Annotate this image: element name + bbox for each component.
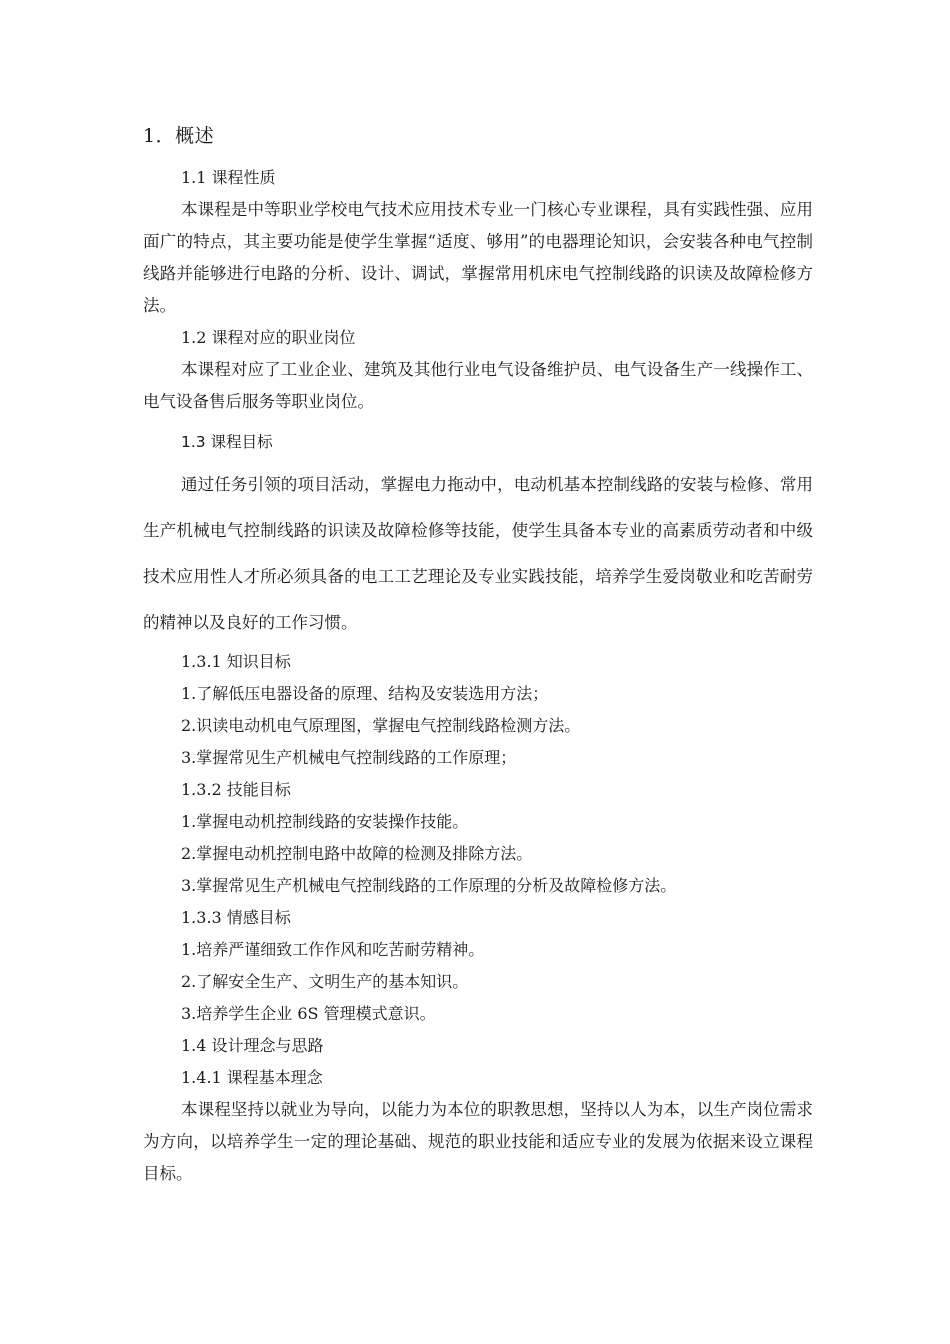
list-item: 1.了解低压电器设备的原理、结构及安装选用方法；: [181, 684, 549, 703]
list-item: 3.掌握常见生产机械电气控制线路的工作原理；: [181, 748, 517, 767]
document-content: [143, 118, 813, 1190]
list-item: 2.掌握电动机控制电路中故障的检测及排除方法。: [181, 844, 533, 863]
subsection-title-1-3: 1.3 课程目标: [181, 433, 273, 451]
subsection-title-1-4-1: 1.4.1 课程基本理念: [181, 1068, 323, 1087]
list-item: 2.识读电动机电气原理图，掌握电气控制线路检测方法。: [181, 716, 581, 735]
subsection-title-1-3-1: 1.3.1 知识目标: [181, 652, 291, 671]
section-heading-overview: 1．概述: [143, 125, 215, 147]
subsection-title-1-1: 1.1 课程性质: [181, 168, 276, 187]
paragraph-course-goals: 通过任务引领的项目活动，掌握电力拖动中，电动机基本控制线路的安装与检修、常用生产机械电气控制线路的识读及故障检修等技能，使学生具备本专业的高素质劳动者和中级技术应用性人才所必须具备的电工工艺理论及专业实践技能，培养学生爱岗敬业和吃苦耐劳的精神以及良好的工作习惯。: [143, 475, 813, 632]
list-item: 3.培养学生企业 6S 管理模式意识。: [181, 1004, 436, 1023]
subsection-title-1-3-3: 1.3.3 情感目标: [181, 908, 291, 927]
paragraph-job-positions: 本课程对应了工业企业、建筑及其他行业电气设备维护员、电气设备生产一线操作工、电气设备售后服务等职业岗位。: [143, 360, 813, 411]
list-item: 1.培养严谨细致工作作风和吃苦耐劳精神。: [181, 940, 485, 959]
list-item: 3.掌握常见生产机械电气控制线路的工作原理的分析及故障检修方法。: [181, 876, 677, 895]
subsection-title-1-4: 1.4 设计理念与思路: [181, 1036, 324, 1055]
subsection-title-1-3-2: 1.3.2 技能目标: [181, 780, 291, 799]
list-item: 2.了解安全生产、文明生产的基本知识。: [181, 972, 469, 991]
subsection-title-1-2: 1.2 课程对应的职业岗位: [181, 328, 356, 347]
paragraph-course-nature: 本课程是中等职业学校电气技术应用技术专业一门核心专业课程，具有实践性强、应用面广的特点，其主要功能是使学生掌握“适度、够用”的电器理论知识，会安装各种电气控制线路并能够进行电路的分析、设计、调试，掌握常用机床电气控制线路的识读及故障检修方法。: [143, 200, 813, 315]
paragraph-basic-philosophy: 本课程坚持以就业为导向，以能力为本位的职教思想，坚持以人为本，以生产岗位需求为方向，以培养学生一定的理论基础、规范的职业技能和适应专业的发展为依据来设立课程目标。: [143, 1100, 813, 1183]
list-item: 1.掌握电动机控制线路的安装操作技能。: [181, 812, 469, 831]
